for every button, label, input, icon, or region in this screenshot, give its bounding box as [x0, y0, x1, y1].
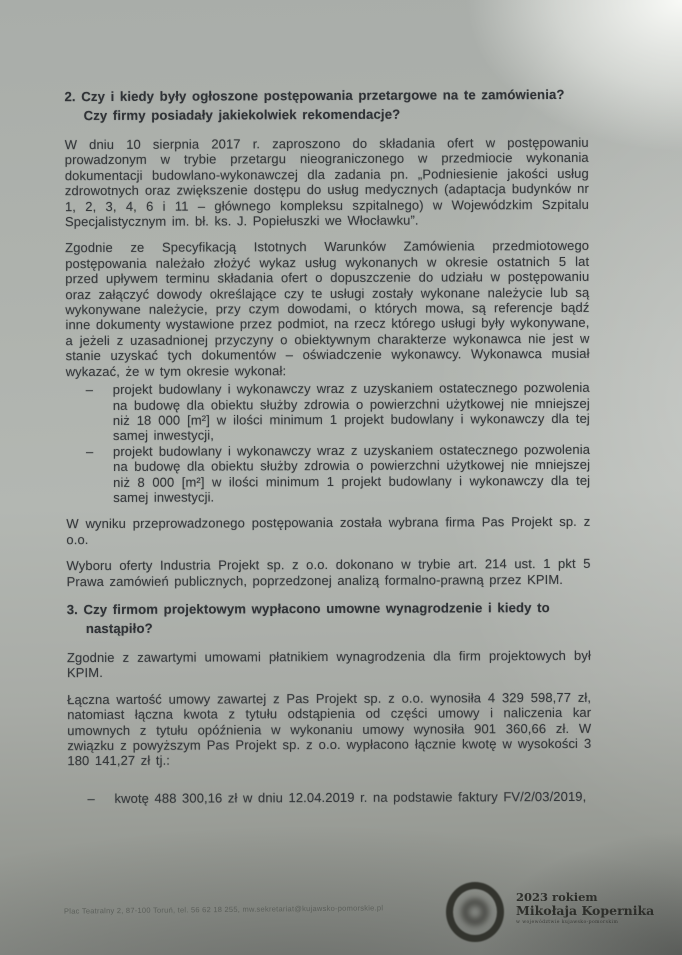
footer-address: Plac Teatralny 2, 87-100 Toruń, tel. 56 62 18 255, mw.sekretariat@kujawsko-pomorskie.pl: [63, 903, 384, 916]
dash-bullet-icon: –: [85, 443, 94, 459]
list-item: [68, 789, 592, 807]
list-item-text: kwotę 488 300,16 zł w dniu 12.04.2019 r. na podstawie faktury FV/2/03/2019,: [114, 788, 587, 806]
copernicus-anniversary-logo: [446, 882, 654, 942]
list-item-text: projekt budowlany i wykonawczy wraz z uzyskaniem ostatecznego pozwolenia na budowę dla obiektu służby zdrowia o powierzchni użytkowej nie mniejszej niż 8 000 [m²] w ilości minimum 1 projekt budowlany i wykonawczy dla tej samej inwestycji.: [112, 441, 591, 505]
list-item-text: projekt budowlany i wykonawczy wraz z uzyskaniem ostatecznego pozwolenia na budowę dla obiektu służby zdrowia o powierzchni użytkowej nie mniejszej niż 18 000 [m²] w ilości minimum 1 projekt budowlany i wykonawczy dla tej samej inwestycji,: [112, 379, 590, 444]
question-2-heading: 2. Czy i kiedy były ogłoszone postępowania przetargowe na te zamówienia? Czy firmy posiadały jakiekolwiek rekomendacje?: [64, 86, 565, 124]
paragraph-selected-firm: W wyniku przeprowadzonego postępowania została wybrana firma Pas Projekt sp. z o.o.: [66, 514, 591, 547]
logo-year-line: 2023 rokiem: [516, 890, 598, 904]
question-3-heading: 3. Czy firmom projektowym wypłacono umowne wynagrodzenie i kiedy to nastąpiło?: [66, 600, 550, 637]
dash-bullet-icon: –: [85, 382, 94, 398]
logo-name-line: Mikołaja Kopernika: [516, 903, 655, 919]
logo-text-block: [516, 891, 654, 925]
paragraph-contract-value: Łączna wartość umowy zawartej z Pas Projekt sp. z o.o. wynosiła 4 329 598,77 zł, natomiast łączna kwota z tytułu odstąpienia od części umowy i naliczenia kar umownych z tytułu opóźnienia w wykonaniu umowy wynosiła 901 360,66 zł. W związku z powyższym Pas Projekt sp. z o.o. wypłacono łącznie kwotę w wysokości 3 180 141,27 zł tj.:: [67, 689, 592, 769]
payments-list: [68, 789, 592, 807]
paragraph-selection-legal-basis: Wyboru oferty Industria Projekt sp. z o.o. dokonano w trybie art. 214 ust. 1 pkt 5 Prawa zamówień publicznych, poprzedzonej analizą formalno-prawną przez KPIM.: [66, 556, 591, 589]
paragraph-payer: Zgodnie z zawartymi umowami płatnikiem wynagrodzenia dla firm projektowych był KPIM.: [66, 647, 591, 681]
paragraph-siwz-requirements: Zgodnie ze Specyfikacją Istotnych Warunków Zamówienia przedmiotowego postępowania należało złożyć wykaz usług wykonanych w okresie ostatnich 5 lat przed upływem terminu składania ofert o dopuszczenie do udziału w postępowaniu oraz załączyć dowody określające czy te usługi zostały wykonane należycie lub są wykonywane należycie, przy czym dowodami, o których mowa, są referencje bądź inne dokumenty wystawione przez podmiot, na rzecz którego usługi były wykonywane, a jeżeli z uzasadnionej przyczyny o obiektywnym charakterze wykonawca nie jest w stanie uzyskać tych dokumentów – oświadczenie wykonawcy. Wykonawca musiał wykazać, że w tym okresie wykonał:: [65, 238, 590, 379]
list-item: [66, 380, 590, 444]
paragraph-tender-invitation: W dniu 10 sierpnia 2017 r. zaproszono do składania ofert w postępowaniu prowadzonym w trybie przetargu nieograniczonego w przedmiocie wykonania dokumentacji budowlano-wykonawczej dla zadania pn. „Podniesienie jakości usług zdrowotnych oraz zwiększenie dostępu do usług medycznych (adaptacja budynków nr 1, 2, 3, 4, 6 i 11 – głównego kompleksu szpitalnego) w Wojewódzkim Szpitalu Specjalistycznym im. bł. ks. J. Popiełuszki we Włocławku”.: [64, 134, 589, 230]
list-item: [66, 442, 590, 506]
dash-bullet-icon: –: [87, 790, 95, 806]
logo-region-line: w województwie kujawsko-pomorskim: [516, 919, 619, 925]
copernicus-logo-icon: [446, 882, 504, 942]
requirements-list: [66, 380, 591, 506]
copernicus-logo-inner-ring-icon: [461, 898, 489, 926]
document-body: [64, 85, 591, 806]
